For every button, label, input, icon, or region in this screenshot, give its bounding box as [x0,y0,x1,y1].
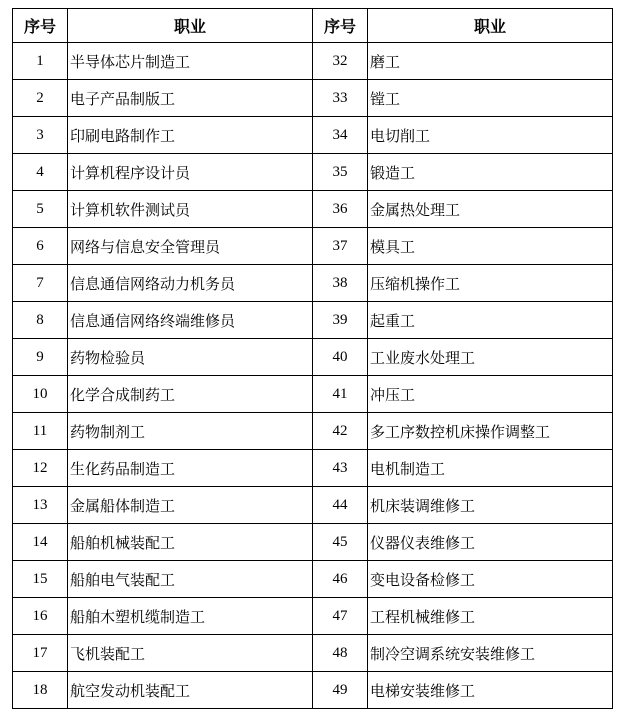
occupation-cell: 电切削工 [368,117,613,154]
header-occupation-right: 职业 [368,9,613,43]
table-header-row [13,9,613,43]
occupation-cell: 电梯安装维修工 [368,672,613,709]
serial-cell: 48 [313,635,368,672]
occupation-cell: 制冷空调系统安装维修工 [368,635,613,672]
table-row [13,191,613,228]
occupation-cell: 机床装调维修工 [368,487,613,524]
occupation-cell: 电机制造工 [368,450,613,487]
table-row [13,635,613,672]
table-row [13,154,613,191]
occupation-cell: 工业废水处理工 [368,339,613,376]
occupation-cell: 药物制剂工 [68,413,313,450]
occupation-cell: 计算机程序设计员 [68,154,313,191]
serial-cell: 3 [13,117,68,154]
occupation-cell: 网络与信息安全管理员 [68,228,313,265]
occupation-cell: 电子产品制版工 [68,80,313,117]
table-row [13,561,613,598]
occupation-cell: 冲压工 [368,376,613,413]
serial-cell: 38 [313,265,368,302]
table-row [13,450,613,487]
serial-cell: 39 [313,302,368,339]
serial-cell: 14 [13,524,68,561]
table-row [13,80,613,117]
serial-cell: 32 [313,43,368,80]
occupation-cell: 金属热处理工 [368,191,613,228]
table-row [13,672,613,709]
serial-cell: 13 [13,487,68,524]
table-row [13,265,613,302]
occupation-cell: 飞机装配工 [68,635,313,672]
serial-cell: 45 [313,524,368,561]
occupation-cell: 船舶木塑机缆制造工 [68,598,313,635]
table-row [13,43,613,80]
serial-cell: 34 [313,117,368,154]
occupation-table-container [12,8,613,709]
serial-cell: 10 [13,376,68,413]
table-body [13,43,613,709]
serial-cell: 37 [313,228,368,265]
serial-cell: 49 [313,672,368,709]
serial-cell: 40 [313,339,368,376]
occupation-table [12,8,613,709]
occupation-cell: 船舶电气装配工 [68,561,313,598]
serial-cell: 44 [313,487,368,524]
header-serial-right: 序号 [313,9,368,43]
occupation-cell: 船舶机械装配工 [68,524,313,561]
occupation-cell: 航空发动机装配工 [68,672,313,709]
serial-cell: 47 [313,598,368,635]
header-occupation-left: 职业 [68,9,313,43]
occupation-cell: 多工序数控机床操作调整工 [368,413,613,450]
occupation-cell: 药物检验员 [68,339,313,376]
table-row [13,413,613,450]
occupation-cell: 压缩机操作工 [368,265,613,302]
table-row [13,339,613,376]
serial-cell: 36 [313,191,368,228]
serial-cell: 8 [13,302,68,339]
serial-cell: 16 [13,598,68,635]
serial-cell: 7 [13,265,68,302]
occupation-cell: 镗工 [368,80,613,117]
serial-cell: 12 [13,450,68,487]
table-row [13,117,613,154]
occupation-cell: 工程机械维修工 [368,598,613,635]
table-row [13,598,613,635]
occupation-cell: 信息通信网络动力机务员 [68,265,313,302]
table-row [13,376,613,413]
serial-cell: 41 [313,376,368,413]
occupation-cell: 计算机软件测试员 [68,191,313,228]
serial-cell: 5 [13,191,68,228]
serial-cell: 4 [13,154,68,191]
occupation-cell: 生化药品制造工 [68,450,313,487]
serial-cell: 15 [13,561,68,598]
table-row [13,524,613,561]
serial-cell: 6 [13,228,68,265]
occupation-cell: 变电设备检修工 [368,561,613,598]
occupation-cell: 信息通信网络终端维修员 [68,302,313,339]
occupation-cell: 仪器仪表维修工 [368,524,613,561]
serial-cell: 1 [13,43,68,80]
serial-cell: 11 [13,413,68,450]
occupation-cell: 模具工 [368,228,613,265]
serial-cell: 42 [313,413,368,450]
occupation-cell: 起重工 [368,302,613,339]
serial-cell: 18 [13,672,68,709]
occupation-cell: 印刷电路制作工 [68,117,313,154]
table-row [13,228,613,265]
table-row [13,302,613,339]
serial-cell: 33 [313,80,368,117]
occupation-cell: 金属船体制造工 [68,487,313,524]
occupation-cell: 磨工 [368,43,613,80]
serial-cell: 17 [13,635,68,672]
occupation-cell: 锻造工 [368,154,613,191]
header-serial-left: 序号 [13,9,68,43]
occupation-cell: 化学合成制药工 [68,376,313,413]
table-row [13,487,613,524]
serial-cell: 43 [313,450,368,487]
serial-cell: 46 [313,561,368,598]
serial-cell: 9 [13,339,68,376]
occupation-cell: 半导体芯片制造工 [68,43,313,80]
serial-cell: 35 [313,154,368,191]
serial-cell: 2 [13,80,68,117]
